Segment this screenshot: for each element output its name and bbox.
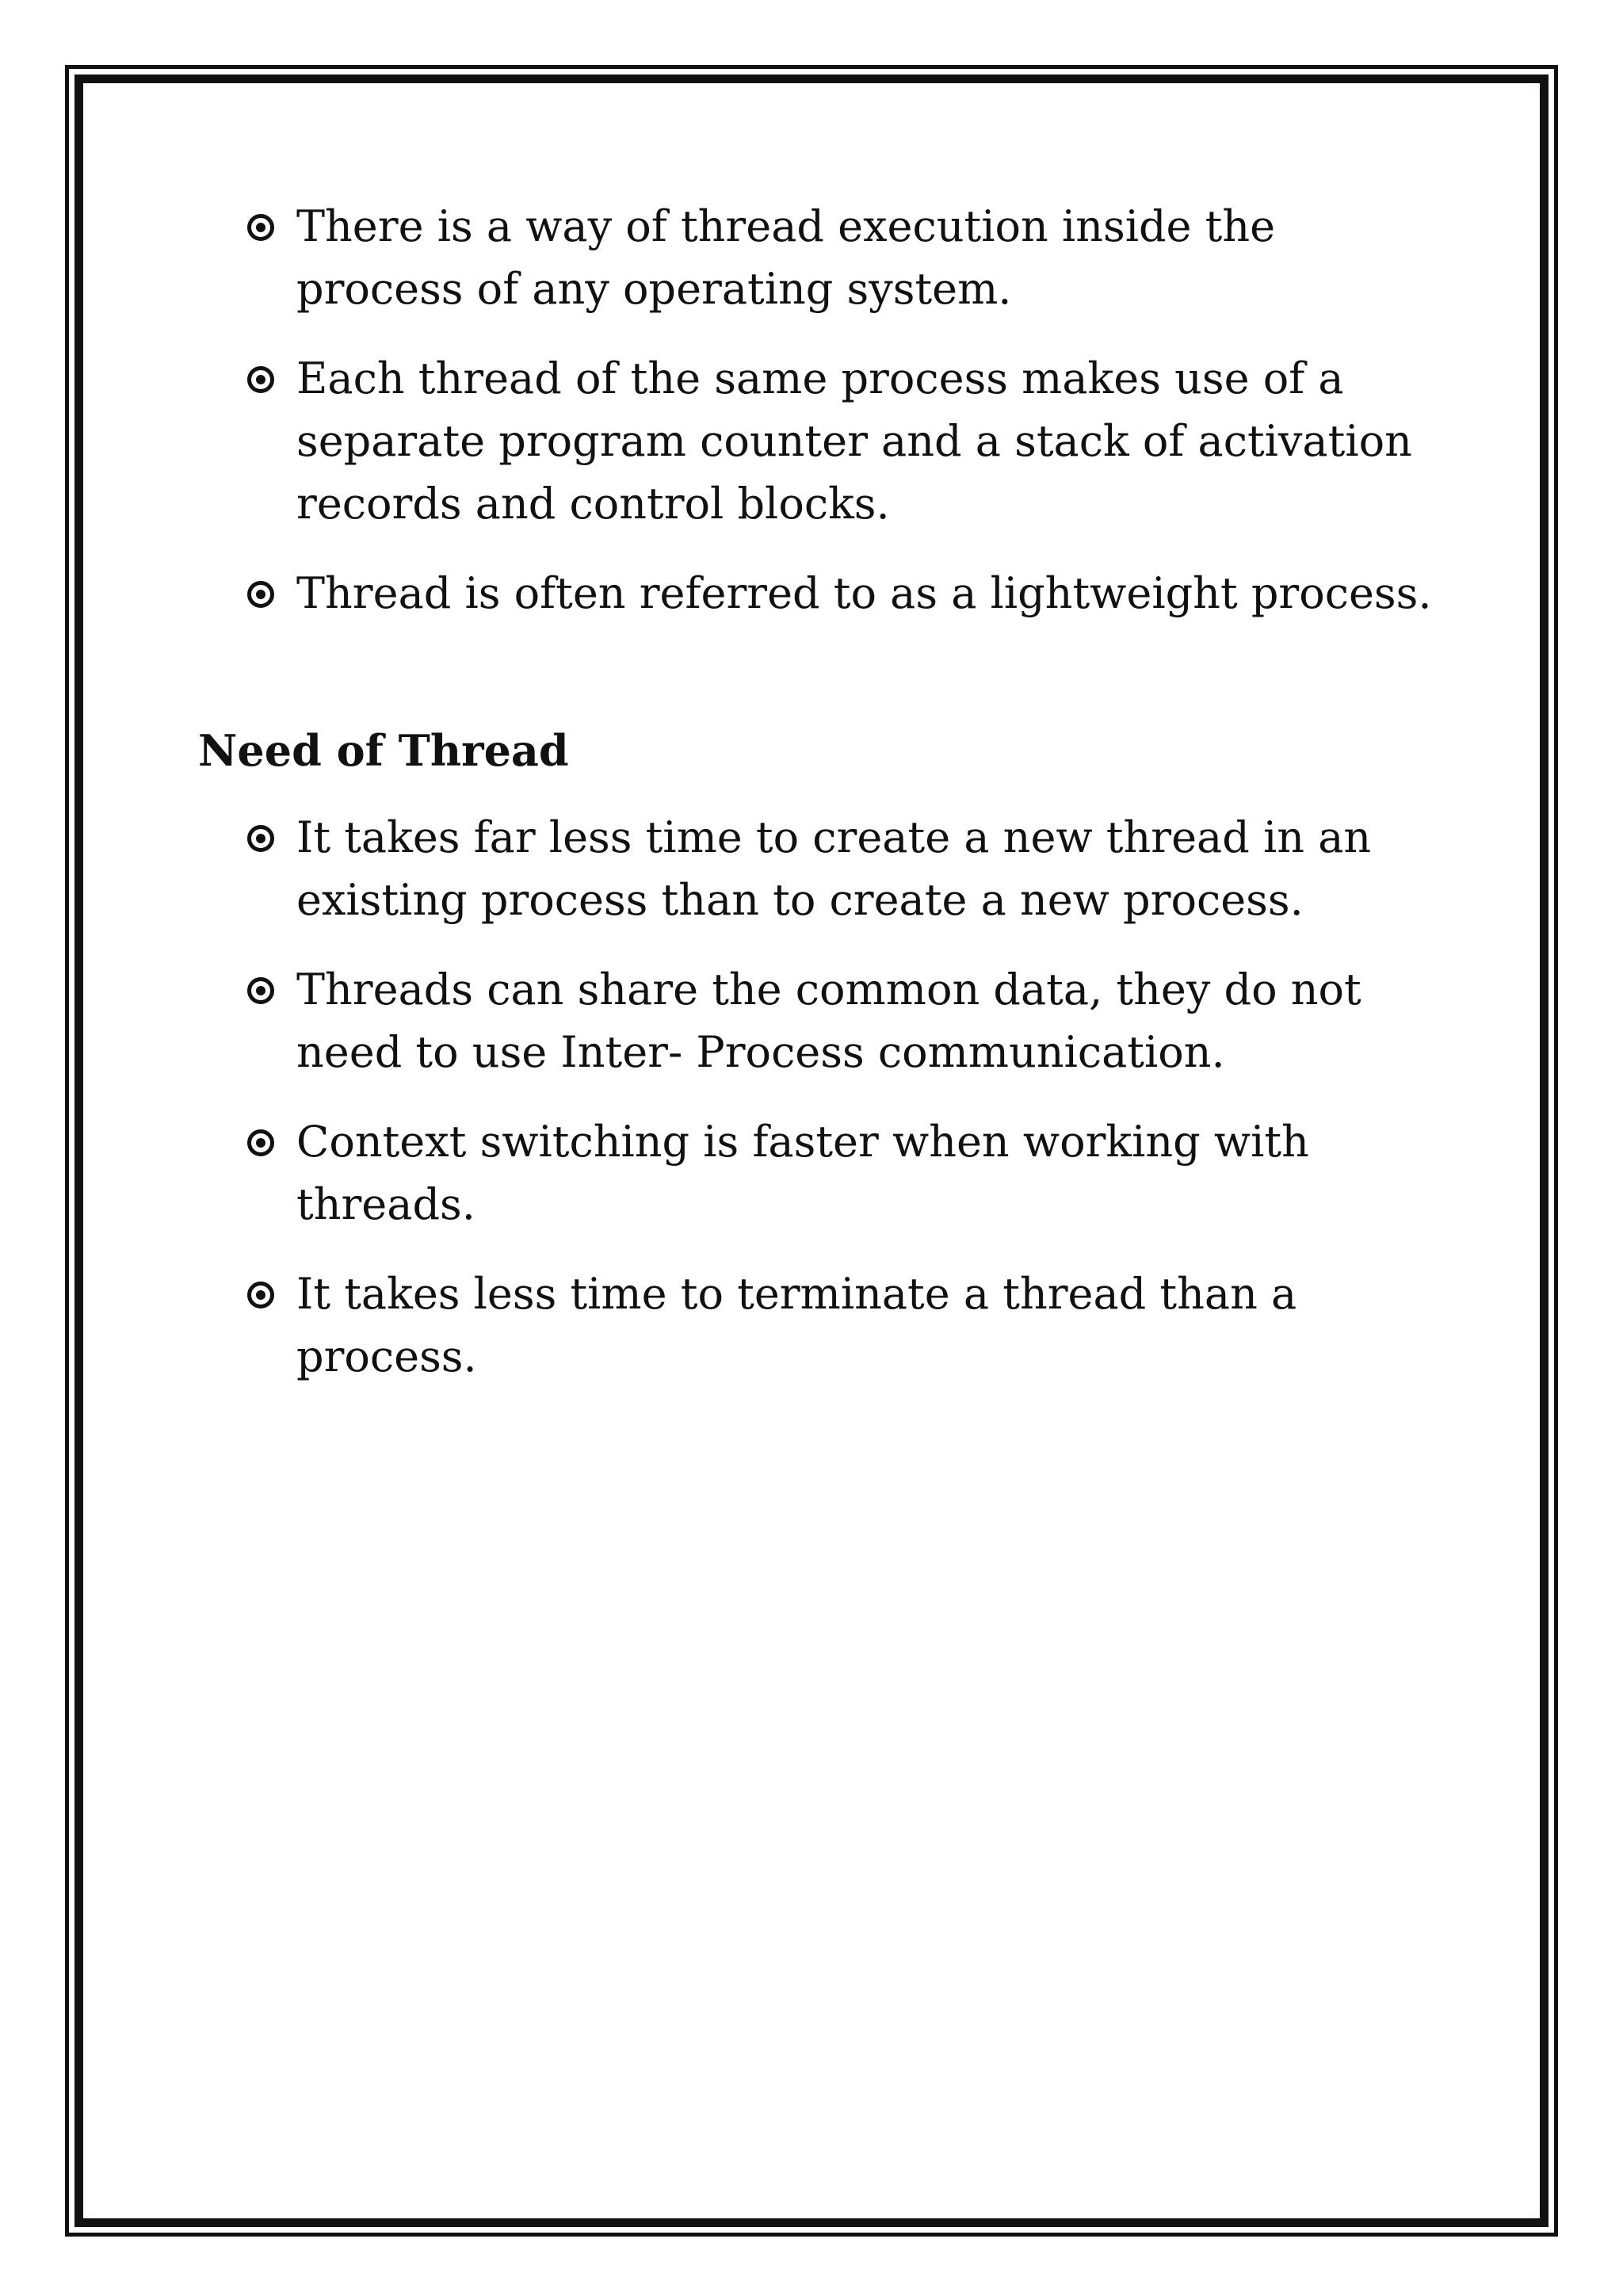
list-item	[247, 1263, 1434, 1388]
bullet-text: It takes less time to terminate a thread than a process.	[296, 1269, 1297, 1381]
radio-bullet-icon	[247, 581, 274, 608]
radio-bullet-icon	[247, 1129, 274, 1156]
bullet-text: Threads can share the common data, they do not need to use Inter- Process communication.	[296, 965, 1361, 1077]
radio-bullet-icon	[247, 366, 274, 393]
page-content	[198, 195, 1434, 1415]
section-heading: Need of Thread	[198, 725, 569, 776]
radio-bullet-icon	[247, 825, 274, 852]
bullet-text: Context switching is faster when working with threads.	[296, 1117, 1309, 1229]
bullet-text: There is a way of thread execution inside the process of any operating system.	[296, 201, 1276, 314]
need-bullet-list	[198, 806, 1434, 1388]
radio-bullet-icon	[247, 977, 274, 1004]
bullet-text: Each thread of the same process makes use of a separate program counter and a stack of activation records and control blocks.	[296, 353, 1412, 529]
list-item	[247, 195, 1434, 320]
radio-bullet-icon	[247, 214, 274, 241]
list-item	[247, 1110, 1434, 1236]
list-item	[247, 958, 1434, 1083]
list-item	[247, 562, 1434, 625]
list-item	[247, 347, 1434, 535]
list-item	[247, 806, 1434, 931]
intro-bullet-list	[198, 195, 1434, 625]
bullet-text: It takes far less time to create a new thread in an existing process than to create a new process.	[296, 812, 1372, 925]
bullet-text: Thread is often referred to as a lightweight process.	[296, 568, 1432, 618]
radio-bullet-icon	[247, 1282, 274, 1308]
